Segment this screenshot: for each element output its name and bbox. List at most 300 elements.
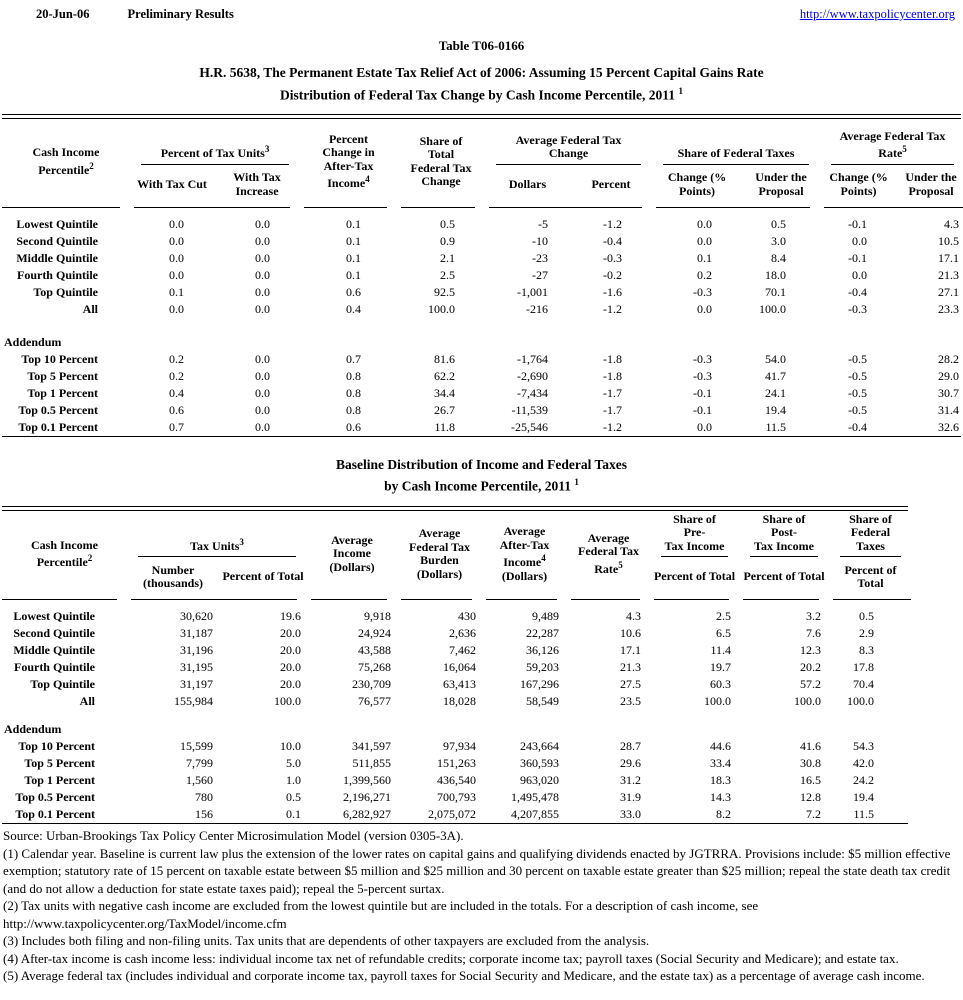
cell-value: 59,203	[526, 660, 559, 674]
cell-value: 17.1	[938, 250, 960, 265]
col-header-change-points: Change (% Points)	[667, 170, 727, 198]
cell-value: 42.0	[853, 756, 874, 770]
row-label: Middle Quintile	[13, 643, 95, 657]
group-header-share-of-post-tax-income: Share of Post- Tax Income	[739, 511, 829, 557]
cell-value: 14.3	[710, 790, 731, 804]
cell-value: 20.0	[280, 626, 301, 640]
row-label: Top 0.1 Percent	[15, 807, 95, 821]
cell-value: -1,001	[517, 284, 549, 299]
cell-value: 41.6	[800, 739, 821, 753]
cell-value: 0.1	[346, 216, 362, 231]
cell-value: 0.0	[255, 385, 271, 400]
header-bottom-rule	[2, 597, 912, 608]
table-row	[2, 267, 963, 284]
row-label: Second Quintile	[13, 626, 95, 640]
cell-value: 11.8	[434, 419, 456, 434]
cell-value: 41.7	[765, 368, 787, 383]
cell-value: 97,934	[443, 739, 476, 753]
cell-value: 32.6	[938, 419, 960, 434]
cell-value: 8.4	[771, 250, 787, 265]
table2-bottom-rule	[2, 823, 908, 824]
cell-value: 11.4	[710, 643, 731, 657]
footnote: http://www.taxpolicycenter.org/TaxModel/income.cfm	[3, 915, 287, 931]
cell-value: 0.0	[852, 233, 868, 248]
cell-value: 18,028	[443, 694, 476, 708]
table-row	[2, 676, 912, 693]
cell-value: 0.0	[255, 419, 271, 434]
cell-value: 58,549	[526, 694, 559, 708]
cell-value: 341,597	[352, 739, 391, 753]
cell-value: 963,020	[520, 773, 559, 787]
cell-value: 28.2	[938, 351, 960, 366]
col-header-with-tax-cut: With Tax Cut	[137, 176, 207, 191]
cell-value: 63,413	[443, 677, 476, 691]
cell-value: 16.5	[800, 773, 821, 787]
title-line2: Distribution of Federal Tax Change by Cash Income Percentile, 2011 $^1$	[280, 86, 683, 103]
cell-value: 15,599	[180, 739, 213, 753]
cell-value: 24.1	[765, 385, 787, 400]
cell-value: 33.0	[620, 807, 641, 821]
cell-value: 57.2	[800, 677, 821, 691]
col-header-percent-change-after-tax-income: Percent Change in After-Tax Income$^4$	[322, 131, 375, 190]
addendum-heading-row	[2, 721, 912, 738]
table-row	[2, 250, 963, 267]
cell-value: 1,399,560	[343, 773, 391, 787]
document-header	[2, 4, 961, 22]
cell-value: 12.8	[800, 790, 821, 804]
cell-value: 9,918	[364, 609, 391, 623]
cell-value: 8.2	[716, 807, 731, 821]
col-header-share-of-total-federal-tax-change: Share of Total Federal Tax Change	[410, 133, 472, 188]
cell-value: -1.6	[603, 284, 623, 299]
cell-value: -1.7	[603, 402, 623, 417]
cell-value: 92.5	[434, 284, 456, 299]
cell-value: 31.9	[620, 790, 641, 804]
cell-value: -0.4	[848, 419, 868, 434]
cell-value: -1.2	[603, 419, 623, 434]
cell-value: 62.2	[434, 368, 456, 383]
cell-value: 30,620	[180, 609, 213, 623]
cell-value: -10	[532, 233, 549, 248]
cell-value: 436,540	[437, 773, 476, 787]
cell-value: -0.2	[603, 267, 623, 282]
cell-value: 3.0	[771, 233, 787, 248]
cell-value: 31,197	[180, 677, 213, 691]
cell-value: 6,282,927	[343, 807, 391, 821]
cell-value: 0.0	[255, 301, 271, 316]
cell-value: 70.4	[853, 677, 874, 691]
cell-value: 0.1	[286, 807, 301, 821]
cell-value: 29.6	[620, 756, 641, 770]
cell-value: -0.5	[848, 402, 868, 417]
cell-value: -0.4	[848, 284, 868, 299]
table-row	[2, 284, 963, 301]
cell-value: 22,287	[526, 626, 559, 640]
cell-value: 0.0	[255, 284, 271, 299]
cell-value: -25,546	[511, 419, 549, 434]
cell-value: 0.1	[346, 250, 362, 265]
cell-value: 0.5	[286, 790, 301, 804]
col-header-pre-tax-percent-of-total: Percent of Total	[653, 569, 736, 584]
cell-value: -1.7	[603, 385, 623, 400]
cell-value: 19.4	[853, 790, 874, 804]
cell-value: 0.5	[859, 609, 874, 623]
cell-value: 0.6	[169, 402, 184, 417]
cell-value: -2,690	[517, 368, 549, 383]
cell-value: 21.3	[620, 660, 641, 674]
addendum-heading-row	[2, 334, 963, 351]
footnote: (3) Includes both filing and non-filing units. Tax units that are dependents of other taxpayers are excluded from the analysis.	[3, 933, 650, 948]
row-label: Top Quintile	[33, 284, 98, 299]
cell-value: 34.4	[434, 385, 456, 400]
cell-value: -23	[532, 250, 549, 265]
header-bottom-rule	[2, 205, 963, 216]
cell-value: 4,207,855	[511, 807, 559, 821]
cell-value: 100.0	[794, 694, 821, 708]
cell-value: -0.3	[848, 301, 868, 316]
footnote: (5) Average federal tax (includes individual and corporate income tax, payroll taxes for Social Security and Medicare, and the estate tax) as a percentage of average cash income.	[3, 968, 925, 983]
table-row	[2, 233, 963, 250]
cell-value: 2.5	[440, 267, 456, 282]
cell-value: 20.0	[280, 643, 301, 657]
doc-date: 20-Jun-06	[36, 7, 90, 21]
table-row	[2, 625, 912, 642]
cell-value: 167,296	[520, 677, 559, 691]
title-footnote-ref: 1	[678, 86, 683, 96]
col-header-dollars: Dollars	[508, 176, 547, 191]
table-row	[2, 351, 963, 368]
footnotes	[2, 827, 961, 985]
cell-value: 44.6	[710, 739, 731, 753]
col-header-under-proposal-rate: Under the Proposal	[905, 170, 957, 198]
cell-value: 20.0	[280, 660, 301, 674]
cell-value: -1.8	[603, 368, 623, 383]
row-label: Lowest Quintile	[16, 216, 98, 231]
cell-value: 100.0	[274, 694, 301, 708]
table-row	[2, 301, 963, 318]
cell-value: 2.5	[716, 609, 731, 623]
cell-value: 54.0	[765, 351, 787, 366]
group-header-average-federal-tax-rate: Average Federal Tax Rate$^5$	[820, 119, 963, 165]
table-row	[2, 738, 912, 755]
cell-value: 0.1	[169, 284, 184, 299]
cell-value: 31.4	[938, 402, 960, 417]
cell-value: 360,593	[520, 756, 559, 770]
row-label: Fourth Quintile	[13, 660, 95, 674]
cell-value: 0.0	[169, 216, 184, 231]
cell-value: 0.4	[169, 385, 184, 400]
title2-footnote-ref: 1	[574, 476, 579, 487]
title2-block	[2, 457, 961, 495]
group-header-share-of-federal-taxes: Share of Federal Taxes	[829, 511, 912, 557]
cell-value: 0.5	[440, 216, 456, 231]
group-header-share-of-pre-tax-income: Share of Pre- Tax Income	[650, 511, 739, 557]
col-header-post-tax-percent-of-total: Percent of Total	[743, 569, 825, 584]
cell-value: 780	[195, 790, 213, 804]
row-label: Top 5 Percent	[24, 756, 95, 770]
cell-value: 18.3	[710, 773, 731, 787]
cell-value: 6.5	[716, 626, 731, 640]
cell-value: -1.2	[603, 216, 623, 231]
cell-value: 100.0	[759, 301, 787, 316]
cell-value: 17.1	[620, 643, 641, 657]
cell-value: 151,263	[437, 756, 476, 770]
cell-value: 26.7	[434, 402, 456, 417]
cell-value: 24,924	[358, 626, 391, 640]
cell-value: 2,196,271	[343, 790, 391, 804]
table-row	[2, 402, 963, 419]
col-header-change-points-rate: Change (% Points)	[829, 170, 888, 198]
cell-value: 0.0	[255, 368, 271, 383]
cell-value: 9,489	[532, 609, 559, 623]
cell-value: 0.0	[255, 250, 271, 265]
cell-value: 156	[195, 807, 213, 821]
row-label: Fourth Quintile	[16, 267, 98, 282]
cell-value: 0.0	[697, 233, 713, 248]
cell-value: 0.5	[771, 216, 787, 231]
cell-value: 31,195	[180, 660, 213, 674]
cell-value: 36,126	[526, 643, 559, 657]
cell-value: 10.5	[938, 233, 960, 248]
cell-value: 75,268	[358, 660, 391, 674]
table-row	[2, 755, 912, 772]
row-label: Top 10 Percent	[18, 739, 95, 753]
row-label: Middle Quintile	[16, 250, 98, 265]
cell-value: 0.2	[169, 368, 184, 383]
col-header-average-income: Average Income (Dollars)	[329, 532, 375, 574]
cell-value: 2,075,072	[428, 807, 476, 821]
cell-value: 0.0	[255, 216, 271, 231]
cell-value: 243,664	[520, 739, 559, 753]
cell-value: 0.8	[346, 368, 362, 383]
cell-value: 0.7	[346, 351, 362, 366]
cell-value: 4.3	[626, 609, 641, 623]
table-row	[2, 772, 912, 789]
cell-value: 7,799	[186, 756, 213, 770]
cell-value: 43,588	[358, 643, 391, 657]
cell-value: 2,636	[449, 626, 476, 640]
cell-value: 33.4	[710, 756, 731, 770]
col-header-average-federal-tax-rate: Average Federal Tax Rate$^5$	[577, 530, 639, 576]
cell-value: 0.1	[346, 233, 362, 248]
cell-value: 20.0	[280, 677, 301, 691]
cell-value: 1,495,478	[511, 790, 559, 804]
col-header-number-thousands: Number (thousands)	[142, 562, 204, 590]
cell-value: 28.7	[620, 739, 641, 753]
title2-line1: Baseline Distribution of Income and Federal Taxes	[335, 456, 627, 472]
row-label: Top 1 Percent	[27, 385, 98, 400]
col-header-cash-income-percentile: Cash Income Percentile$^2$	[32, 145, 100, 177]
col-header-percent: Percent	[591, 176, 631, 191]
table1-bottom-rule	[2, 436, 961, 437]
footnote: (4) After-tax income is cash income less: individual income tax net of refundable credits; corporate income tax; payroll taxes (Social Security and Medicare); and estate tax.	[3, 950, 899, 966]
cell-value: -0.1	[848, 216, 868, 231]
group-header-average-federal-tax-change: Average Federal Tax Change	[485, 119, 652, 165]
cell-value: -0.5	[848, 368, 868, 383]
cell-value: -5	[538, 216, 549, 231]
cell-value: 155,984	[174, 694, 213, 708]
col-header-average-after-tax-income: Average After-Tax Income$^4$ (Dollars)	[499, 524, 550, 583]
row-label: Top 0.1 Percent	[18, 419, 98, 434]
cell-value: 7.6	[806, 626, 821, 640]
cell-value: -0.3	[693, 368, 713, 383]
cell-value: 0.0	[255, 233, 271, 248]
cell-value: 0.1	[346, 267, 362, 282]
cell-value: -0.5	[848, 385, 868, 400]
cell-value: 21.3	[938, 267, 960, 282]
cell-value: 0.0	[255, 402, 271, 417]
cell-value: 0.6	[346, 419, 362, 434]
group-header-percent-of-tax-units: Percent of Tax Units$^3$	[130, 119, 300, 165]
table-number: Table T06-0166	[438, 38, 525, 53]
table-row	[2, 216, 963, 233]
cell-value: 0.8	[346, 385, 362, 400]
cell-value: 31.2	[620, 773, 641, 787]
col-header-average-federal-tax-burden: Average Federal Tax Burden (Dollars)	[408, 526, 470, 581]
cell-value: 100.0	[704, 694, 731, 708]
row-label: Top 0.5 Percent	[18, 402, 98, 417]
cell-value: 100.0	[428, 301, 456, 316]
group-header-share-of-federal-taxes: Share of Federal Taxes	[652, 119, 820, 165]
row-label: All	[79, 694, 95, 708]
table-row	[2, 368, 963, 385]
cell-value: 0.6	[346, 284, 362, 299]
cell-value: -7,434	[517, 385, 549, 400]
table-row	[2, 806, 912, 823]
table-row	[2, 385, 963, 402]
cell-value: 24.2	[853, 773, 874, 787]
cell-value: -0.4	[603, 233, 623, 248]
col-header-fed-taxes-percent-of-total: Percent of Total	[844, 562, 897, 590]
table-row	[2, 693, 912, 710]
addendum-label: Addendum	[4, 722, 62, 736]
cell-value: 0.0	[697, 301, 713, 316]
cell-value: 2.9	[859, 626, 874, 640]
cell-value: -27	[532, 267, 549, 282]
footnote: (2) Tax units with negative cash income are excluded from the lowest quintile but are included in the totals. For a description of cash income, see	[3, 898, 759, 913]
cell-value: 0.0	[169, 267, 184, 282]
cell-value: -216	[526, 301, 549, 316]
cell-value: 19.7	[710, 660, 731, 674]
col-header-cash-income-percentile: Cash Income Percentile$^2$	[30, 537, 98, 569]
footnote: (1) Calendar year. Baseline is current law plus the extension of the lower rates on capital gains and qualifying dividends enacted by JGTRRA. Provisions include: $5 million effective exemption; statutory rate of 15 percent on taxable estate between $5 million and $25 million and 30 percent on taxable estate greater than $25 million; repeal the state death tax credit (and do not allow a deduction for state estate taxes paid); repeal the 5-percent surtax.	[3, 845, 951, 896]
cell-value: 54.3	[853, 739, 874, 753]
row-label: All	[82, 301, 98, 316]
cell-value: 18.0	[765, 267, 787, 282]
cell-value: 23.3	[938, 301, 960, 316]
row-label: Lowest Quintile	[13, 609, 95, 623]
cell-value: 0.1	[697, 250, 713, 265]
cell-value: 29.0	[938, 368, 960, 383]
cell-value: -11,539	[511, 402, 549, 417]
cell-value: 31,196	[180, 643, 213, 657]
cell-value: -0.5	[848, 351, 868, 366]
cell-value: -0.3	[603, 250, 623, 265]
table-row	[2, 419, 963, 436]
row-label: Top 0.5 Percent	[15, 790, 95, 804]
cell-value: 19.6	[280, 609, 301, 623]
row-label: Top Quintile	[30, 677, 95, 691]
cell-value: 10.0	[280, 739, 301, 753]
cell-value: 11.5	[765, 419, 787, 434]
cell-value: 30.7	[938, 385, 960, 400]
cell-value: 11.5	[853, 807, 874, 821]
cell-value: 7.2	[806, 807, 821, 821]
cell-value: 0.0	[169, 250, 184, 265]
cell-value: -0.1	[693, 385, 713, 400]
cell-value: 2.1	[440, 250, 456, 265]
cell-value: 700,793	[437, 790, 476, 804]
cell-value: 19.4	[765, 402, 787, 417]
cell-value: 3.2	[806, 609, 821, 623]
cell-value: 0.0	[255, 267, 271, 282]
cell-value: -0.3	[693, 351, 713, 366]
cell-value: 5.0	[286, 756, 301, 770]
cell-value: 23.5	[620, 694, 641, 708]
cell-value: 12.3	[800, 643, 821, 657]
cell-value: -0.1	[848, 250, 868, 265]
cell-value: 20.2	[800, 660, 821, 674]
cell-value: 511,855	[352, 756, 391, 770]
group-header-tax-units: Tax Units$^3$	[127, 511, 307, 557]
cell-value: 0.8	[346, 402, 362, 417]
cell-value: 76,577	[358, 694, 391, 708]
cell-value: 0.0	[169, 233, 184, 248]
cell-value: 10.6	[620, 626, 641, 640]
cell-value: 27.1	[938, 284, 960, 299]
cell-value: -0.1	[693, 402, 713, 417]
cell-value: -1.8	[603, 351, 623, 366]
col-header-with-tax-increase: With Tax Increase	[233, 170, 281, 198]
cell-value: 0.2	[169, 351, 184, 366]
cell-value: 1.0	[286, 773, 301, 787]
spacer-row	[2, 710, 912, 721]
table-row	[2, 659, 912, 676]
cell-value: 30.8	[800, 756, 821, 770]
col-header-under-proposal: Under the Proposal	[755, 170, 807, 198]
cell-value: 0.0	[852, 267, 868, 282]
cell-value: 27.5	[620, 677, 641, 691]
cell-value: 60.3	[710, 677, 731, 691]
taxpolicycenter-link[interactable]: http://www.taxpolicycenter.org	[799, 7, 955, 21]
cell-value: 1,560	[186, 773, 213, 787]
cell-value: 0.0	[169, 301, 184, 316]
doc-status: Preliminary Results	[127, 7, 234, 21]
baseline-distribution-table	[2, 511, 912, 823]
cell-value: 0.4	[346, 301, 362, 316]
row-label: Top 1 Percent	[24, 773, 95, 787]
title-block	[2, 38, 961, 104]
cell-value: 0.9	[440, 233, 456, 248]
table-row	[2, 608, 912, 625]
cell-value: 0.7	[169, 419, 184, 434]
table-row	[2, 789, 912, 806]
row-label: Top 5 Percent	[27, 368, 98, 383]
cell-value: 70.1	[765, 284, 787, 299]
cell-value: 230,709	[352, 677, 391, 691]
cell-value: 0.0	[697, 216, 713, 231]
cell-value: 0.2	[697, 267, 713, 282]
row-label: Top 10 Percent	[21, 351, 98, 366]
cell-value: 17.8	[853, 660, 874, 674]
tax-change-table	[2, 119, 963, 436]
addendum-label: Addendum	[4, 334, 62, 349]
title2-line2: by Cash Income Percentile, 2011 $^1$	[384, 476, 579, 493]
cell-value: 16,064	[443, 660, 476, 674]
cell-value: -1.2	[603, 301, 623, 316]
footnote: Source: Urban-Brookings Tax Policy Center Microsimulation Model (version 0305-3A).	[3, 828, 464, 843]
row-label: Second Quintile	[16, 233, 98, 248]
